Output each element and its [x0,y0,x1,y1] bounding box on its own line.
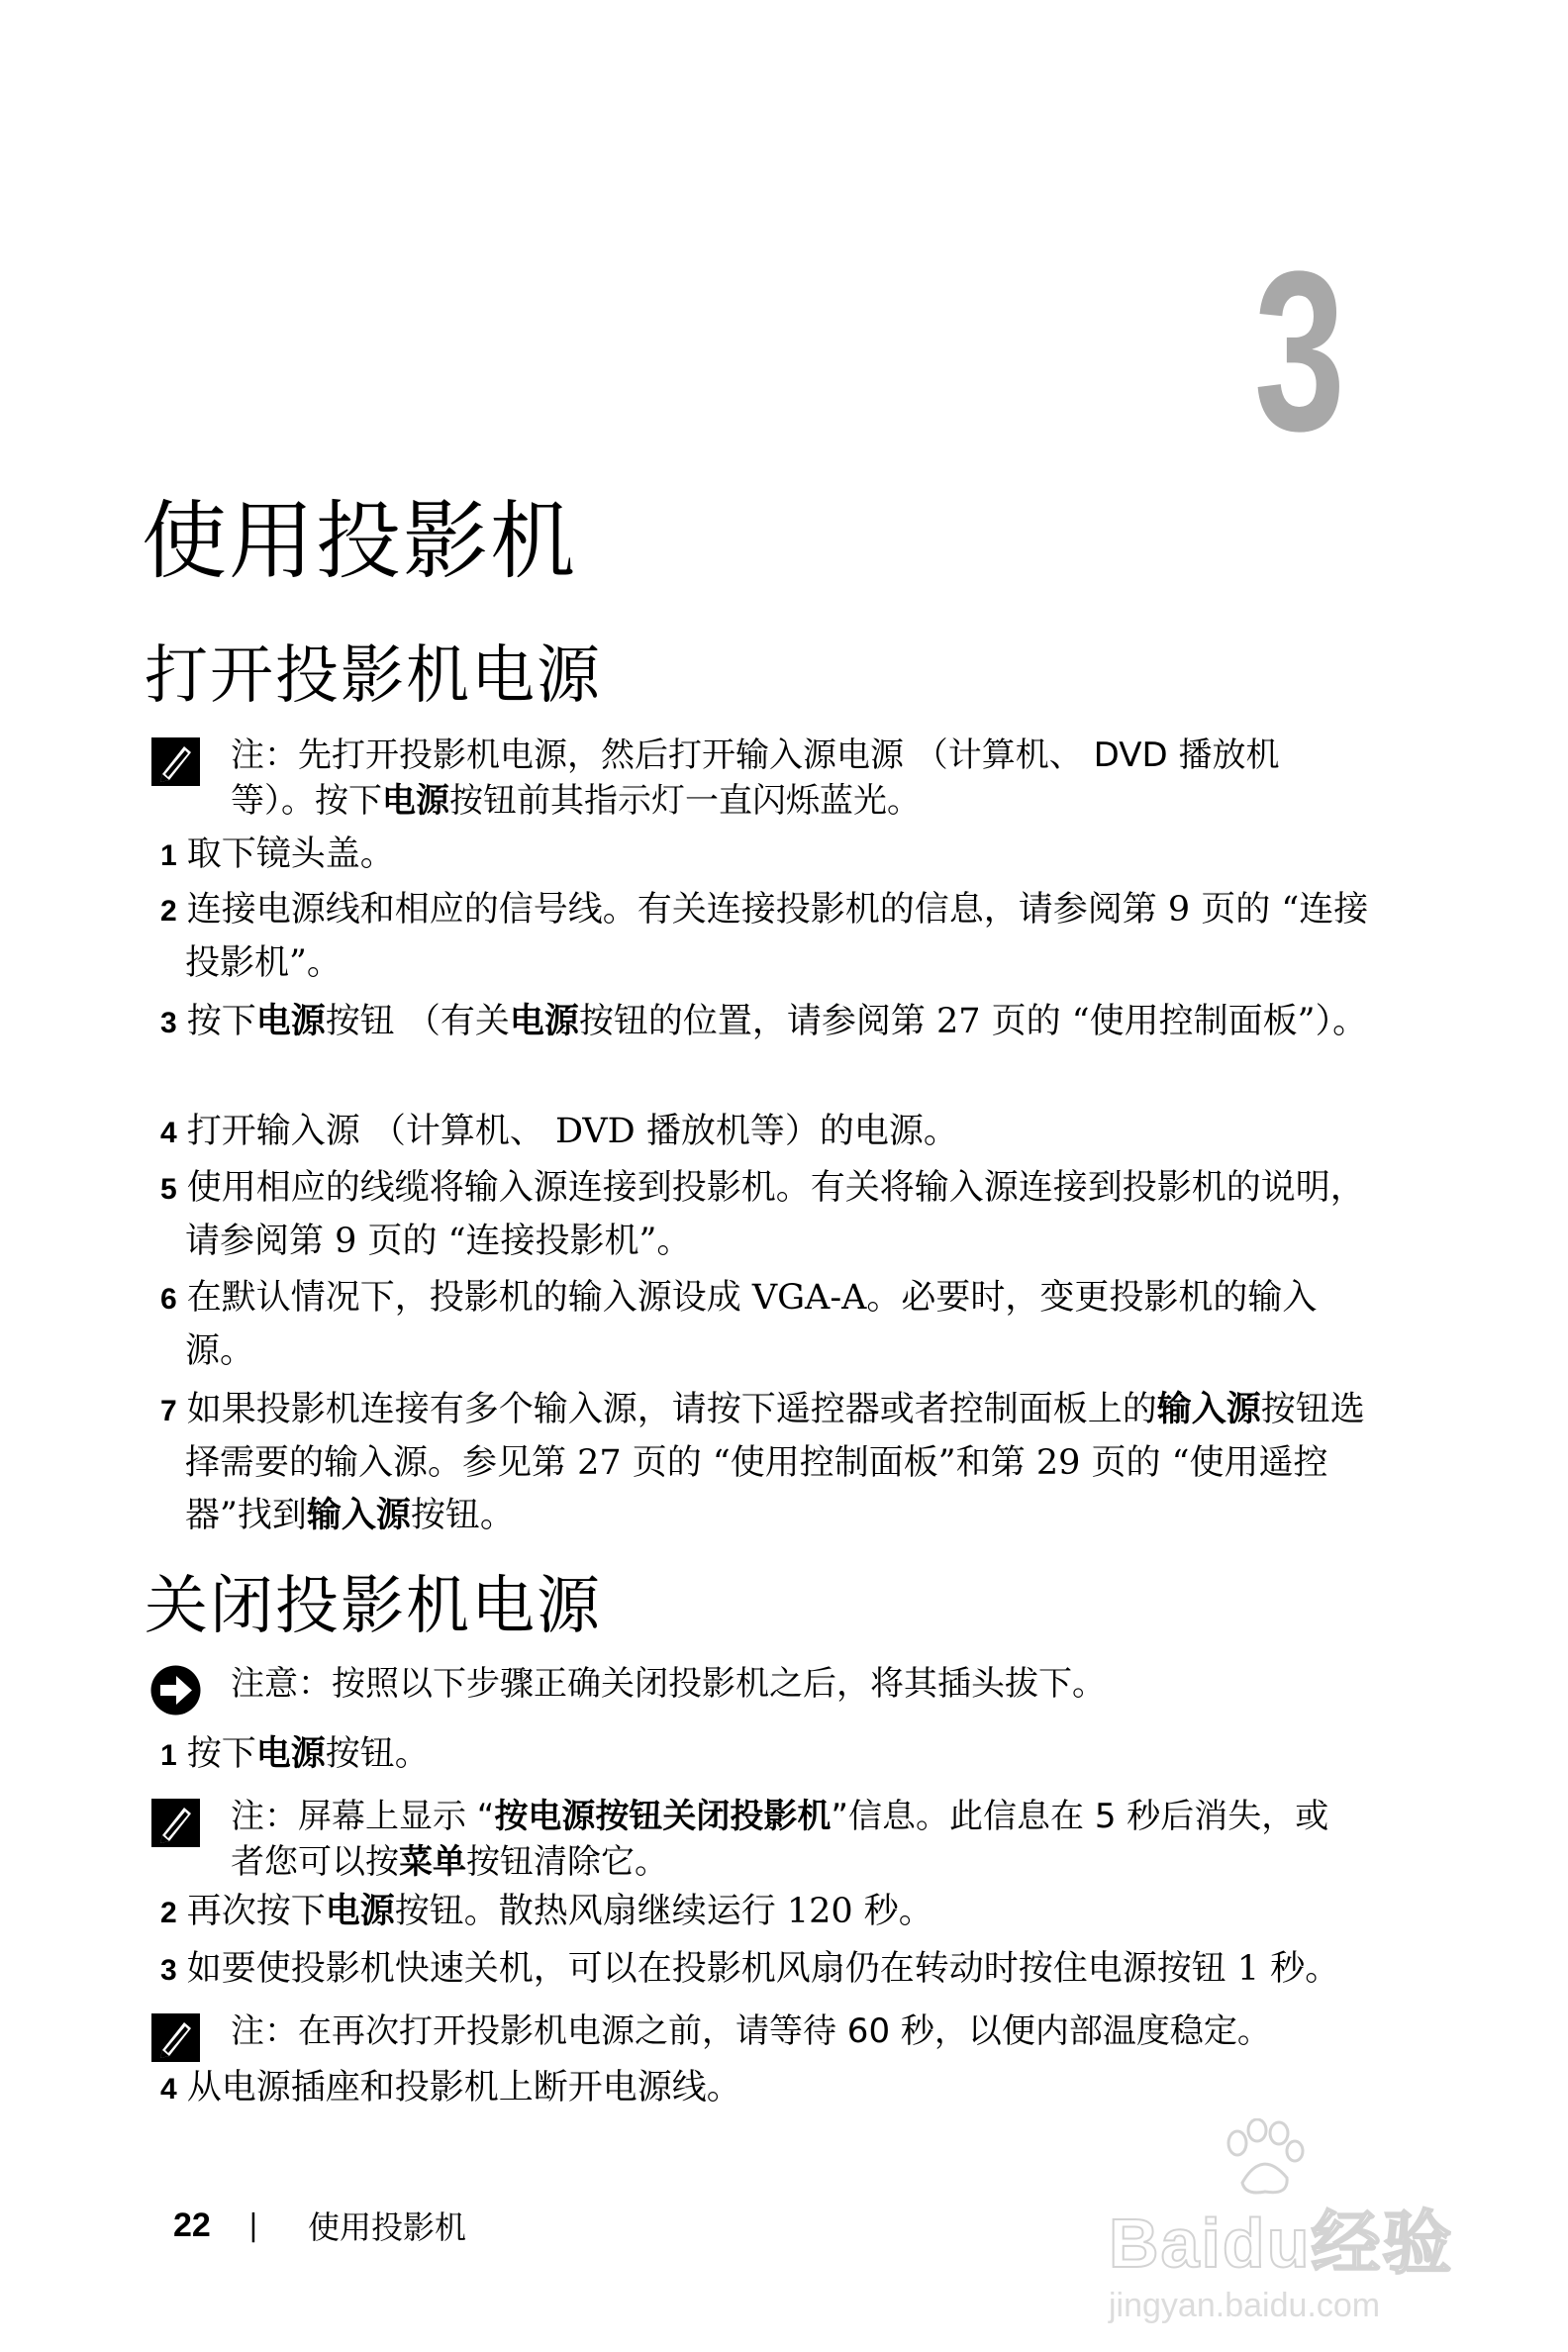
list-item [160,1272,1373,1378]
emphasis-text: 输入源 [1156,1390,1261,1429]
caution-arrow-icon [148,1663,203,1717]
step-number: 3 [160,1007,177,1039]
emphasis-text: 电源 [255,1734,326,1774]
section-title-power-on: 打开投影机电源 [145,639,602,713]
note-pencil-icon [148,2010,203,2065]
list-item [160,1162,1373,1268]
note-wait [148,2009,1346,2065]
emphasis-text: 电源 [509,1002,579,1041]
emphasis-text: 菜单 [399,1842,466,1882]
body-text: 注意：按照以下步骤正确关闭投影机之后，将其插头拔下。 [231,1664,1106,1704]
note-power-on [148,733,1346,824]
note-text [231,1794,1346,1885]
emphasis-text: 电源 [325,1892,395,1931]
step-number: 5 [160,1173,177,1206]
chapter-title: 使用投影机 [142,492,577,591]
list-item [160,1886,1373,1939]
caution-text [231,1661,1106,1707]
emphasis-text: 电源 [382,781,449,821]
body-text: 如要使投影机快速关机，可以在投影机风扇仍在转动时按住电源按钮 1 秒。 [186,1949,1340,1989]
step-number: 1 [160,1739,177,1772]
list-item [160,1106,1373,1159]
watermark-url: jingyan.baidu.com [1109,2287,1381,2324]
body-text: 注：屏幕上显示 “ [231,1797,495,1836]
body-text: 从电源插座和投影机上断开电源线。 [186,2068,741,2107]
step-number: 6 [160,1283,177,1316]
footer-chapter-title: 使用投影机 [307,2208,466,2246]
body-text: 使用相应的线缆将输入源连接到投影机。有关将输入源连接到投影机的说明，请参阅第 9 页的 “连接投影机”。 [185,1168,1365,1261]
page-footer [173,2203,466,2248]
list-item [160,1384,1373,1542]
step-number: 7 [160,1395,177,1427]
emphasis-text: 输入源 [306,1496,411,1535]
body-text: 按钮选择需要的输入源。参见第 27 页的 “使用控制面板”和第 29 页的 “使用遥控器”找到 [185,1390,1365,1535]
body-text: 如果投影机连接有多个输入源，请按下遥控器或者控制面板上的 [186,1390,1157,1429]
body-text: 按钮。散热风扇继续运行 120 秒。 [394,1892,933,1931]
note-text [231,2009,1271,2054]
step-number: 4 [160,2073,177,2106]
note-text [231,733,1346,824]
body-text: 按钮的位置，请参阅第 27 页的 “使用控制面板”）。 [578,1002,1368,1041]
body-text: 再次按下 [186,1892,326,1931]
note-pencil-icon [148,1796,203,1850]
body-text: 按钮清除它。 [466,1842,668,1882]
body-text: 在默认情况下，投影机的输入源设成 VGA-A。必要时，变更投影机的输入源。 [185,1278,1318,1371]
body-text: 按下 [186,1734,256,1774]
body-text: 注：先打开投影机电源，然后打开输入源电源 （计算机、 DVD 播放机等）。按下 [231,735,1280,821]
body-text: 按钮 （有关 [325,1002,510,1041]
list-item [160,884,1373,990]
caution-power-off [148,1661,1346,1717]
body-text: 按钮。 [410,1496,515,1535]
list-item [160,996,1373,1049]
body-text: 按钮前其指示灯一直闪烁蓝光。 [449,781,921,821]
body-text: 注：在再次打开投影机电源之前，请等待 60 秒，以便内部温度稳定。 [231,2011,1271,2051]
page-number: 22 [173,2205,211,2244]
body-text: 按下 [186,1002,256,1041]
body-text: 连接电源线和相应的信号线。有关连接投影机的信息，请参阅第 9 页的 “连接投影机”。 [185,890,1369,983]
body-text: 打开输入源 （计算机、 DVD 播放机等）的电源。 [186,1112,958,1151]
footer-separator: | [247,2207,258,2243]
chapter-number: 3 [1253,224,1345,478]
watermark [1089,2118,1505,2336]
list-item [160,2062,1373,2115]
emphasis-text: 按电源按钮关闭投影机 [494,1797,832,1836]
body-text: 取下镜头盖。 [186,834,395,874]
step-number: 4 [160,1117,177,1149]
step-number: 3 [160,1954,177,1987]
step-number: 2 [160,1897,177,1929]
note-pencil-icon [148,735,203,789]
watermark-logo: Baidu经验 [1109,2205,1454,2282]
step-number: 1 [160,839,177,872]
body-text: 按钮。 [325,1734,430,1774]
emphasis-text: 电源 [255,1002,326,1041]
note-shutdown-message [148,1794,1346,1885]
list-item [160,1728,1373,1782]
list-item [160,1943,1373,1997]
step-number: 2 [160,895,177,928]
paw-icon [1218,2118,1307,2198]
body-text: ”信息。此信息在 5 秒后消失，或者您可以按 [231,1797,1329,1882]
section-title-power-off: 关闭投影机电源 [145,1570,602,1643]
list-item [160,829,1373,882]
